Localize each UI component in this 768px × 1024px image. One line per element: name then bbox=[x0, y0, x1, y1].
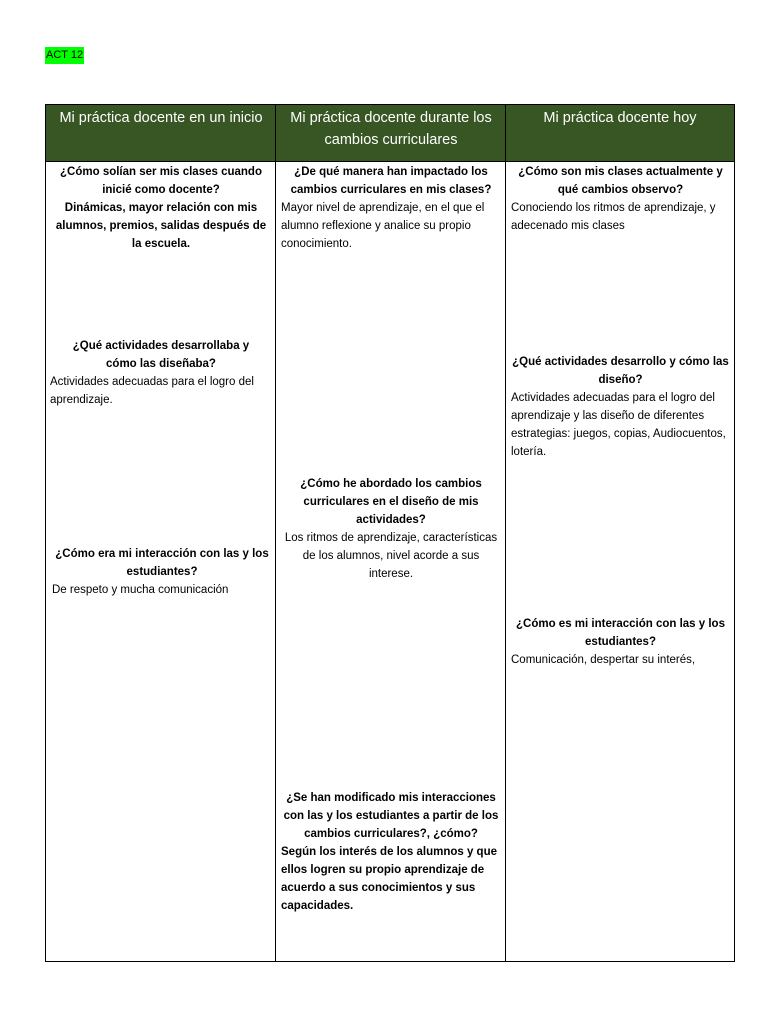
col2-block3 bbox=[281, 789, 501, 915]
reflection-table bbox=[45, 104, 735, 962]
answer: Dinámicas, mayor relación con mis alumnos, premios, salidas después de la escuela. bbox=[55, 202, 267, 250]
col2-block2 bbox=[281, 475, 501, 583]
header-today: Mi práctica docente hoy bbox=[543, 110, 697, 126]
answer: Según los interés de los alumnos y que ellos logren su propio aprendizaje de acuerdo a sus conocimientos y sus capacidades. bbox=[281, 846, 497, 912]
col3-block2 bbox=[511, 353, 730, 461]
question: ¿Cómo son mis clases actualmente y qué cambios observo? bbox=[518, 166, 723, 196]
answer: Mayor nivel de aprendizaje, en el que el alumno reflexione y analice su propio conocimiento. bbox=[281, 202, 485, 250]
question: ¿Cómo es mi interacción con las y los estudiantes? bbox=[516, 618, 725, 648]
question: ¿Qué actividades desarrollo y cómo las diseño? bbox=[512, 356, 729, 386]
col2-block1 bbox=[281, 163, 501, 253]
answer: Los ritmos de aprendizaje, características de los alumnos, nivel acorde a sus interese. bbox=[284, 532, 498, 580]
col1-block3 bbox=[52, 545, 272, 599]
column-divider bbox=[275, 105, 276, 961]
header-changes: Mi práctica docente durante los cambios curriculares bbox=[290, 110, 492, 148]
table-header-row bbox=[46, 105, 734, 162]
activity-tag: ACT 12 bbox=[45, 47, 84, 64]
answer: Actividades adecuadas para el logro del aprendizaje. bbox=[50, 376, 254, 406]
answer: Conociendo los ritmos de aprendizaje, y adecenado mis clases bbox=[511, 202, 716, 232]
answer: Actividades adecuadas para el logro del aprendizaje y las diseño de diferentes estrategias: juegos, copias, Audiocuentos, lotería. bbox=[511, 392, 726, 458]
question: ¿De qué manera han impactado los cambios curriculares en mis clases? bbox=[290, 166, 492, 196]
question: ¿Cómo he abordado los cambios curriculares en el diseño de mis actividades? bbox=[300, 478, 482, 526]
question: ¿Cómo solían ser mis clases cuando inicié como docente? bbox=[60, 166, 262, 196]
column-divider bbox=[505, 105, 506, 961]
question: ¿Qué actividades desarrollaba y cómo las diseñaba? bbox=[72, 340, 250, 370]
col1-block2 bbox=[50, 337, 272, 409]
col3-block3 bbox=[511, 615, 730, 669]
col1-block1 bbox=[50, 163, 272, 253]
header-start: Mi práctica docente en un inicio bbox=[59, 110, 263, 126]
question: ¿Cómo era mi interacción con las y los estudiantes? bbox=[55, 548, 269, 578]
col3-block1 bbox=[511, 163, 730, 235]
question: ¿Se han modificado mis interacciones con las y los estudiantes a partir de los cambios curriculares?, ¿cómo? bbox=[283, 792, 499, 840]
answer: De respeto y mucha comunicación bbox=[52, 584, 229, 596]
answer: Comunicación, despertar su interés, bbox=[511, 654, 696, 666]
